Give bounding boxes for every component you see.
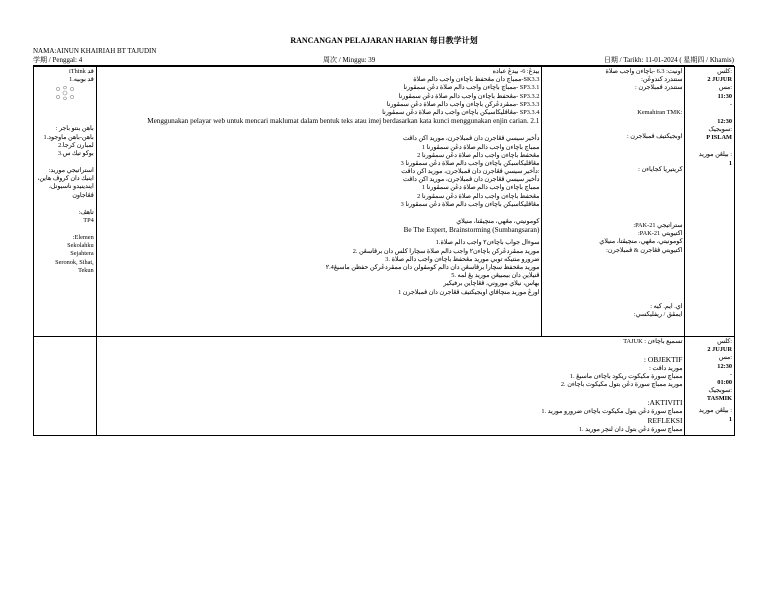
- lesson1-content-column: [96, 67, 542, 337]
- bahan-item: بوكو تيك س.3: [57, 149, 94, 157]
- pak21-jawi: کومونيتي، مڠهي، منچيڤتا، منيلاي: [456, 217, 540, 225]
- label-pak21-4c: کومونيتي، مڠهي، منچيڤتا، منيلاي: [599, 238, 683, 246]
- elemen-line: Seronok, Sihat,: [55, 258, 94, 266]
- objektif-item: مڠحفظ باچاءن واجب دالم صلاة دڠن سمڤورنا 2: [417, 151, 540, 159]
- masa-start: 11:30: [717, 92, 732, 100]
- header-row: [33, 56, 734, 66]
- masa-start: 12:30: [717, 362, 732, 370]
- bilangan-value: 1: [728, 415, 732, 423]
- masa-dash: -: [729, 100, 732, 108]
- aktiviti-item: سوءال جواب باچاءن٢ واجب دالم صلاة.1: [435, 239, 540, 247]
- objektif-item: ممباچ سورة مکيکوت ريکود باچاءن ماسيڠ .1: [569, 373, 683, 381]
- lesson1-left-column: [34, 67, 97, 337]
- lesson1-day-column: [685, 67, 735, 337]
- bahan-label: : باهن بنتو باجر: [55, 125, 94, 133]
- lesson2-left-column: [34, 337, 97, 436]
- kelas-label: کلس:: [717, 338, 732, 345]
- tmk-text: Menggunakan pelayar web untuk mencari maklumat dalam bentuk teks atau imej berdasarkan kata kunci menggunakan enjin carian. 2.1: [147, 117, 540, 126]
- label-refleksi: ايمڤق / ريفليکسي:: [633, 310, 683, 318]
- label-std-pembelajaran: ستندرد ڤمبلاجرن :: [635, 84, 683, 92]
- elemen-line: Tekun: [78, 266, 94, 274]
- tajuk: تسميع باچاءن : TAJUK: [623, 338, 683, 345]
- aktiviti-item: ڤنيلاين دان بيمبيڠن موريد يڠ لمه .5: [451, 272, 540, 280]
- elemen-line: :Elemen: [72, 234, 94, 242]
- elemen-line: Sekolahku: [67, 242, 94, 250]
- kriteria-intro: :دأخير سيسي ڤڠاجرن دان ڤمبلاجرن، موريد اکن داڤت: [401, 168, 540, 176]
- strategi-item: اينيك دان كروڤ هاين،: [37, 175, 94, 183]
- pak21-strategy: Be The Expert, Brainstorming (Sumbangsaran): [403, 226, 540, 235]
- objektif-head: OBJEKTIF :: [643, 355, 683, 365]
- label-pak21-strategi: ستراتيجي PAK-21:: [633, 222, 683, 230]
- tahap-value: TP4: [83, 216, 94, 224]
- std-kandungan: بيدڠ: 6- بيدڠ عباده: [492, 68, 540, 75]
- objektif-item: مڠاڤليکاسيکن باچاءن واجب دالم صلاة دڠن سمڤورنا 3: [400, 159, 540, 167]
- sp-line: SP3.3.2 -مڠحفظ باچاءن واجب دالم صلاة دڠن سمڤورنا: [398, 92, 540, 100]
- sp-line: SP3.3.1 -ممباچ باچاءن واجب دالم صلاة دڠن سمڤورنا: [403, 84, 540, 92]
- tahap-label: :تاهڤ: [78, 208, 94, 216]
- refleksi-item: ممباچ سورة دڠن بتول دان لنچر موريد .1: [578, 426, 683, 434]
- strategi-item: ڤڠاجاون: [72, 191, 94, 199]
- objektif-intro: دأخير سيسي ڤڠاجرن دان ڤمبلاجرن، موريد اکن داڤت: [403, 135, 540, 143]
- bilangan-value: 1: [728, 159, 732, 167]
- sp-line: SP3.3.3 -ممڤردڠرکن باچاءن واجب دالم صلاة دڠن سمڤورنا: [386, 100, 540, 108]
- aktiviti-item: اورڠ موريد منچاڤاي اوبجيکتيف ڤڠاجرن دان ڤمبلاجرن 1: [398, 288, 540, 296]
- lesson-row-2: [34, 337, 735, 436]
- kriteria-item: مڠحفظ باچاءن واجب دالم صلاة دڠن سمڤورنا 2: [417, 192, 540, 200]
- aktiviti-item: ممباچ سورة دڠن بتول مکيکوت باچاءن ضرورو موريد .1: [541, 408, 683, 416]
- kelas-label: کلس:: [717, 68, 732, 75]
- elemen-line: Sejahtera: [70, 250, 94, 258]
- label-objektif: اوبجيکتيف ڤمبلاجرن :: [626, 132, 683, 140]
- lesson-plan-table: [33, 66, 735, 436]
- lesson1-labels-column: [542, 67, 685, 337]
- aktiviti-item: ضرورو منتيکه توبي موريد مڠحفظ باچاءن واجب دالم صلاة .3: [385, 255, 540, 263]
- kriteria-intro: دأخير سيسي ڤڠاجرن دان ڤمبلاجرن، موريد اکن داڤت: [403, 176, 540, 184]
- aktiviti-item: موريد مڠحفظ سچارا برڤاسڠن دان دالم کومڤولن دان ممڤردڠرکن حفظن ماسيڠ٢.4: [325, 263, 540, 271]
- kelas-value: 2 JUJUR: [707, 76, 732, 84]
- lesson2-day-column: [685, 337, 735, 436]
- strategi-label: استراتيجي موريد:: [48, 167, 94, 175]
- label-kriteria: کريتيريا کجاياءن :: [638, 165, 683, 173]
- penggal: 学期 / Penggal: 4: [33, 56, 83, 64]
- label-eme: اي. ايم. کيه :: [650, 302, 683, 310]
- masa-label: مس:: [718, 84, 732, 92]
- refleksi-head: REFLEKSI: [647, 416, 683, 426]
- bilangan-label: بيلڠن موريد :: [698, 407, 732, 415]
- sk-line: SK3.3-ممباچ دان مڠحفظ باچاءن واجب دالم صلاة: [413, 76, 540, 84]
- label-aktiviti-pdp: اکتيويتي ڤڠاجرن & ڤمبلاجرن:: [606, 246, 683, 254]
- objektif-item: ممباچ باچاءن واجب دالم صلاة دڠن سمڤورنا 1: [421, 143, 540, 151]
- masa-end: 12:30: [717, 117, 732, 125]
- masa-dash: -: [729, 370, 732, 378]
- ithink-label: iThink قد: [69, 68, 94, 75]
- ithink-type: قد بوبيه.1: [69, 76, 94, 84]
- masa-end: 01:00: [717, 378, 732, 386]
- aktiviti-item: بهاس، نيلاي موروني، ڤڠاچاين برفيکير: [443, 280, 540, 288]
- bahan-item: باهن-باهن ماوجود.1: [43, 133, 94, 141]
- sp-line: SP3.3.4 -مڠاڤليکاسيکن باچاءن واجب دالم صلاة دڠن سمڤورنا: [382, 108, 540, 116]
- strategi-item: ايندينيدو ناسيونل،: [48, 183, 94, 191]
- lesson2-content-column: [96, 337, 685, 436]
- lesson-row-1: [34, 67, 735, 337]
- kriteria-item: ممباچ باچاءن واجب دالم صلاة دڠن سمڤورنا 1: [421, 184, 540, 192]
- kriteria-item: مڠاڤليکاسيکن باچاءن واجب دالم صلاة دڠن سمڤورنا 3: [400, 200, 540, 208]
- murid-label: موريد داڤت :: [649, 364, 683, 372]
- kelas-value: 2 JUJUR: [707, 346, 732, 354]
- subjek-value: TASMIK: [706, 395, 732, 403]
- teacher-name: NAMA:AINUN KHAIRIAH BT TAJUDIN: [33, 47, 157, 55]
- label-pak21-aktiviti: اکتيويتي PAK-21:: [638, 230, 683, 238]
- minggu: 周次 / Minggu: 39: [323, 56, 376, 64]
- subjek-label: سوبجيک:: [708, 387, 732, 395]
- ithink-map-icon: [54, 86, 76, 100]
- label-std-kandungan: ستندرد کندوڠن:: [641, 76, 683, 84]
- document-title: RANCANGAN PELAJARAN HARIAN 每日教学计划: [290, 36, 478, 45]
- masa-label: مس:: [718, 354, 732, 362]
- bahan-item: لمبارن كرجا.2: [58, 141, 94, 149]
- label-unit: اونيت: 6.3 -باچاءن واجب صلاة: [605, 68, 683, 75]
- aktiviti-head: AKTIVITI:: [647, 398, 683, 408]
- objektif-item: موريد ممباچ سورة دڠن بتول مکيکوت باچاءن .2: [560, 381, 683, 389]
- subjek-value: P ISLAM: [706, 134, 732, 142]
- subjek-label: سوبجيک:: [708, 126, 732, 134]
- aktiviti-item: موريد ممڤردڠرکن باچاءن٢ واجب دالم صلاة سچارا کلس دان برڤاسڠن .2: [352, 247, 540, 255]
- label-tmk: :Kemahiran TMK: [637, 108, 683, 116]
- tarikh: 日期 / Tarikh: 11-01-2024 ( 星期四 / Khamis): [603, 56, 734, 64]
- bilangan-label: بيلڠن موريد :: [698, 151, 732, 159]
